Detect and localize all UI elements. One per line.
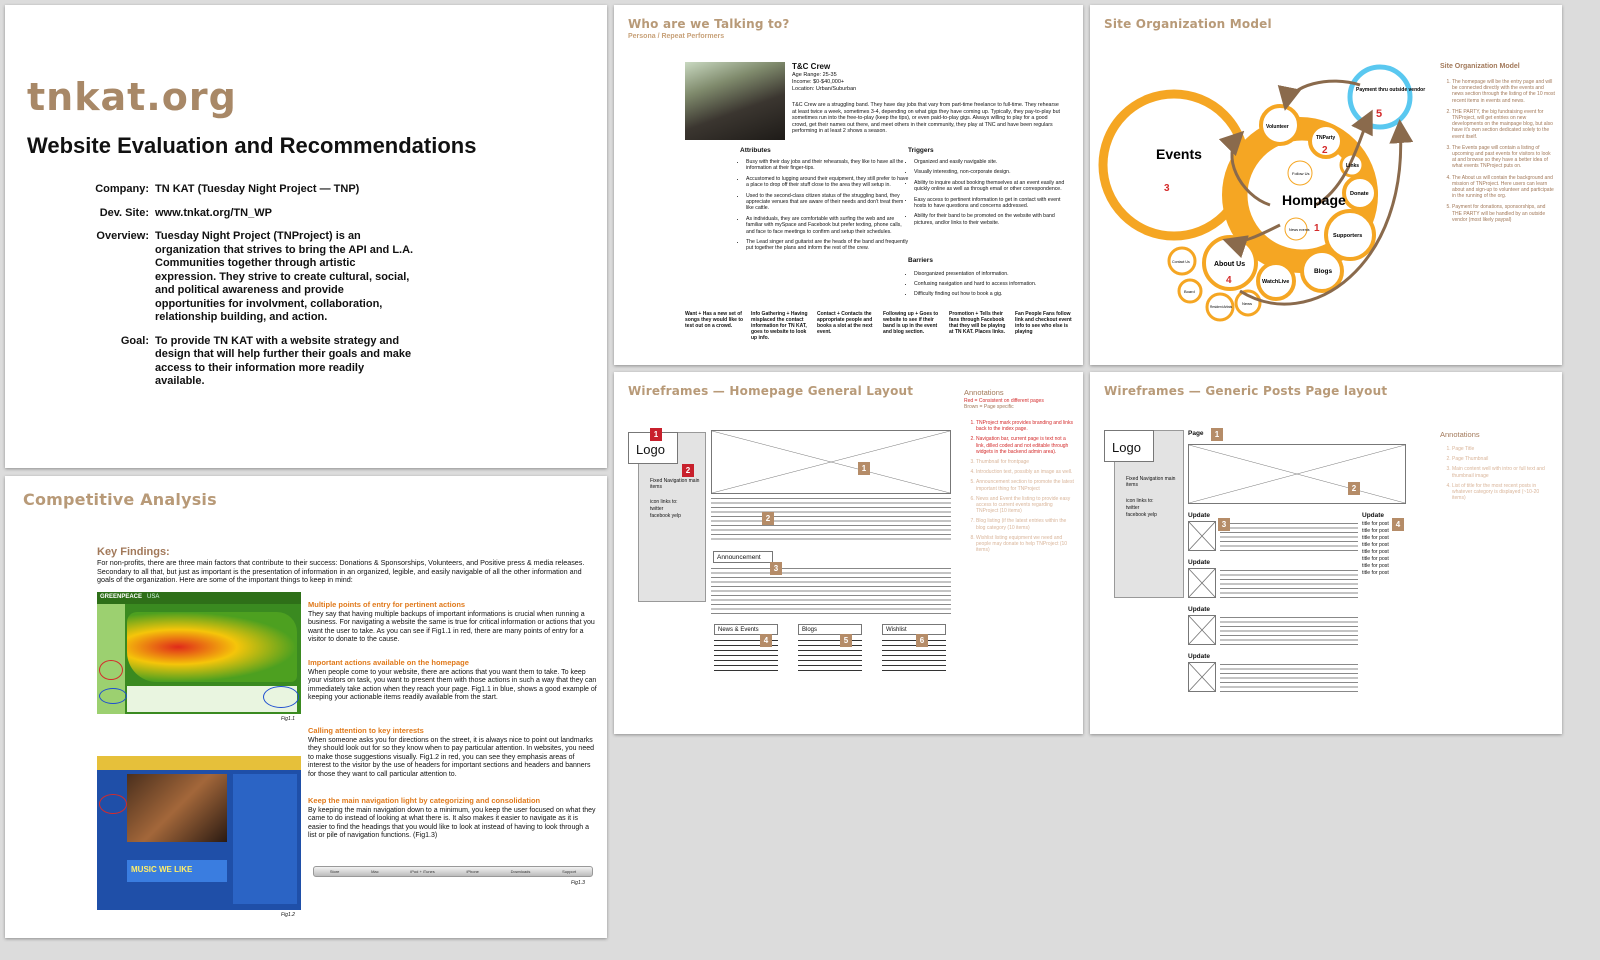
trigger-item: • Organized and easily navigable site. (914, 159, 1074, 165)
marker-4: 4 (1226, 275, 1232, 286)
wf-posts-update (1188, 559, 1358, 598)
finding-4-heading: Keep the main navigation light by categorizing and consolidation (308, 796, 541, 805)
fig3-navbar (313, 866, 593, 877)
cover-row (65, 230, 425, 325)
wf-home-module-header (882, 624, 946, 635)
fig3-caption: Fig1.3 (571, 880, 585, 886)
wf-home-annotation: 5. Announcement section to promote the latest important thing for TNProject (976, 479, 1076, 491)
cover-row-label: Dev. Site: (99, 206, 149, 219)
fig3-nav-3: iPhone (466, 869, 479, 874)
wf-home-intro-text (711, 496, 951, 540)
wf-home-num-1a: 1 (650, 428, 662, 441)
fig3-nav-2: iPod + iTunes (410, 869, 435, 874)
fig1-tab: USA (147, 594, 160, 600)
wf-home-hero-x (712, 431, 950, 493)
wf-home-annotations (976, 420, 1076, 557)
wf-posts-update-row (1188, 521, 1358, 551)
finding-4 (308, 796, 598, 841)
label-links: Links (1346, 163, 1360, 169)
cover-row-value: Tuesday Night Project (TNProject) is an organization that strives to bring the API and L.A. Communities together through artistic expression. They strive to create cultural, social, and political awareness and provide opportunities for involvment, collaboration, relationship building, and action. (155, 230, 414, 323)
wf-home-legend-brown: Brown = Page specific (964, 404, 1014, 410)
wf-posts-title-list (1362, 521, 1412, 577)
fig1-blue-circle (99, 688, 127, 704)
wf-posts-annotations (1452, 446, 1552, 505)
persona-flow (685, 311, 1075, 341)
wf-home-hero (711, 430, 951, 494)
label-payment: Payment thru outside vendor (1356, 87, 1426, 93)
label-events: Events (1156, 146, 1202, 162)
cover-row (65, 335, 425, 389)
wf-posts-title-item: title for post (1362, 549, 1389, 555)
wf-home-icons-text: icon links to: twitter facebook yelp (650, 499, 681, 519)
wf-posts-update-heading: Update (1188, 606, 1211, 613)
triggers-list (914, 159, 1074, 230)
wf-home-num-1b: 1 (858, 462, 870, 475)
wf-home-num-3: 3 (770, 562, 782, 575)
wf-home-announcement-label: Announcement (717, 554, 761, 561)
wf-home-modules (714, 624, 954, 672)
fig1-header (97, 592, 301, 604)
wf-home-announcement (713, 551, 773, 563)
node-events (1103, 94, 1245, 236)
cover-row-label: Company: (95, 183, 149, 195)
wf-posts-title-item: title for post (1362, 528, 1389, 534)
finding-1-text: They say that having multiple backups of important informations is crucial when running a business. For navigating a website the same is true for critical information or actions that you want the user to take. As you can see if Fig1.1 in red, there are many points of entry for a visitor to donate to the cause. (308, 611, 595, 644)
wf-posts-logo-box (1104, 430, 1154, 462)
flow-step: Following up + Goes to website to see if their band is up in the event and blog section. (883, 311, 939, 335)
wf-posts-title: Wireframes — Generic Posts Page layout (1104, 384, 1388, 398)
competitive-analysis-page (5, 476, 607, 938)
siteorg-notes (1452, 79, 1556, 228)
label-contact: Contact Us (1172, 260, 1190, 264)
wf-home-module (882, 624, 946, 672)
trigger-item: • Easy access to pertinent information to get in contact with event hosts to have questions and concerns addressed. (914, 197, 1074, 210)
flow-step: Promotion + Tells their fans through Facebook that they will be playing at TN KAT. Places links. (949, 311, 1006, 335)
cover-row (65, 207, 425, 221)
wf-posts-update-heading: Update (1188, 653, 1211, 660)
wf-home-title: Wireframes — Homepage General Layout (628, 384, 914, 398)
trigger-item: • Ability to inquire about booking themselves at an event easily and quickly online as well as through email or other correspondence. (914, 180, 1074, 193)
fig1-caption: Fig1.1 (281, 716, 295, 722)
siteorg-title: Site Organization Model (1104, 17, 1272, 31)
cover-row-value: www.tnkat.org/TN_WP (155, 206, 272, 219)
fig1-blue-circle-2 (263, 686, 299, 708)
fig3-nav-0: Store (329, 869, 340, 874)
wf-posts-num-4: 4 (1392, 518, 1404, 531)
attribute-item: • Used to the second-class citizen status of the struggling band, they appreciate venues that are aware of their needs and don't treat them like cattle. (746, 193, 910, 212)
wf-posts-update-thumb (1188, 521, 1216, 551)
wf-posts-title-item: title for post (1362, 556, 1389, 562)
wf-home-annotation: 1. TNProject mark provides branding and links back to the index page. (976, 420, 1076, 432)
finding-2-text: When people come to your website, there are actions that you want them to take. To keep your visitors on task, you want to present them with those actions in such a way that they can immediately take action when they reach your page. Fig1.1 in blue, shows a good example of keeping your actionable items readily available from the start. (308, 669, 597, 702)
marker-2: 2 (1322, 145, 1328, 156)
wf-home-module-label: Wishlist (886, 626, 907, 633)
wf-posts-update-lines (1220, 662, 1358, 692)
cover-title: Website Evaluation and Recommendations (27, 133, 477, 158)
label-blogs: Blogs (1314, 268, 1333, 275)
wf-posts-update-lines (1220, 521, 1358, 551)
cover-row (65, 183, 425, 197)
wf-posts-page-label: Page (1188, 430, 1204, 437)
wf-posts-update-row (1188, 662, 1358, 692)
triggers-heading: Triggers (908, 147, 934, 154)
flow-step: Want + Has a new set of songs they would like to test out on a crowd. (685, 311, 744, 329)
persona-title: Who are we Talking to? (628, 17, 790, 31)
barriers-list (914, 271, 1074, 300)
label-tnparty: TNParty (1316, 135, 1336, 141)
trigger-item: • Ability for their band to be promoted on the website with band pictures, and/or links to their website. (914, 213, 1074, 226)
wf-home-num-2a: 2 (682, 464, 694, 477)
attribute-item: • Busy with their day jobs and their rehearsals, they like to have all the information at their finger-tips. (746, 159, 910, 172)
persona-meta (792, 72, 856, 93)
wf-posts-title-item: title for post (1362, 535, 1389, 541)
wf-posts-ann-heading: Annotations (1440, 430, 1480, 439)
wf-posts-update-heading: Update (1188, 559, 1211, 566)
wf-home-num-5: 5 (840, 634, 852, 647)
fig2-red-circle (99, 794, 127, 814)
wf-home-annotation: 7. Blog listing (if the latest entries within the blog category (10 items) (976, 518, 1076, 530)
persona-bio: T&C Crew are a struggling band. They have day jobs that vary from part-time freelance to full-time. They rehearse at least twice a week, sometimes 3-4, depending on what gigs they have coming up. Typically, they pay-to-play but sometimes run into the free-to-play (keep the tips), or even paid-to-play gigs. Always willing to play for a good crowd, get their names out there, and meet others in their community, they play at TNC and have been regulars performing in at least 2 shows a season. (792, 102, 1061, 135)
wf-home-announcement-text (711, 566, 951, 614)
wf-posts-update-thumb (1188, 662, 1216, 692)
label-supporters: Supporters (1333, 233, 1363, 239)
wf-posts-annotation: 2. Page Thumbnail (1452, 456, 1552, 462)
wf-posts-nav-text: Fixed Navigation main items (1126, 476, 1176, 488)
wf-home-num-4: 4 (760, 634, 772, 647)
label-watchlive: WatchLive (1262, 279, 1290, 285)
wf-home-num-6: 6 (916, 634, 928, 647)
wf-home-module (714, 624, 778, 672)
attribute-item: • Accustomed to lugging around their equipment, they still prefer to have a place to drop off their stuff close to the area they will setup in. (746, 176, 910, 189)
wf-posts-hero-x (1189, 445, 1405, 503)
barrier-item: • Disorganized presentation of information. (914, 271, 1074, 278)
wf-posts-updates (1188, 512, 1358, 700)
siteorg-side-heading: Site Organization Model (1440, 63, 1520, 70)
fig1-screenshot (97, 592, 301, 714)
fig2-banner-text: MUSIC WE LIKE (131, 865, 193, 874)
wf-posts-update-row (1188, 615, 1358, 645)
siteorg-note: 3. The Events page will contain a listing of upcoming and past events for visitors to look at and browse so they have a better idea of what events TNProject puts on. (1452, 145, 1556, 170)
site-org-page (1090, 5, 1562, 365)
persona-subtitle: Persona / Repeat Performers (628, 33, 725, 40)
wf-posts-update-thumb (1188, 568, 1216, 598)
label-followus: Follow Us (1292, 171, 1310, 176)
wf-posts-title-item: title for post (1362, 542, 1389, 548)
fig1-brand: GREENPEACE (100, 594, 143, 600)
wf-home-nav-text: Fixed Navigation main items (650, 478, 700, 490)
wf-home-annotation: 2. Navigation bar, current page is text not a link, dilled coded and not editable through widgets in the backend admin area). (976, 436, 1076, 455)
wf-posts-num-1: 1 (1211, 428, 1223, 441)
wf-home-num-2b: 2 (762, 512, 774, 525)
label-resident: Resident Artists (1210, 305, 1233, 309)
fig2-banner (127, 860, 227, 882)
attributes-heading: Attributes (740, 147, 771, 154)
wf-posts-update-lines (1220, 568, 1358, 598)
wf-home-module-header (798, 624, 862, 635)
persona-name: T&C Crew (792, 62, 831, 71)
wf-home-module (798, 624, 862, 672)
finding-2-heading: Important actions available on the homepage (308, 658, 469, 667)
trigger-item: • Visually interesting, non-corporate design. (914, 169, 1074, 175)
persona-meta-item: Age Range: 25-35 (792, 72, 837, 78)
wf-posts-logo: Logo (1112, 440, 1141, 455)
wireframe-home-page (614, 372, 1083, 734)
fig2-screenshot (97, 756, 301, 910)
wf-posts-update (1188, 606, 1358, 645)
finding-2 (308, 658, 598, 703)
wf-posts-icons-text: icon links to: twitter facebook yelp (1126, 498, 1157, 518)
wf-home-module-label: Blogs (802, 626, 818, 633)
wf-home-legend-red: Red = Consistent on different pages (964, 398, 1044, 404)
wf-posts-recent (1362, 512, 1412, 577)
wf-home-module-lines (798, 638, 862, 672)
wf-posts-update (1188, 512, 1358, 551)
wf-posts-title-item: title for post (1362, 521, 1389, 527)
wf-home-annotation: 8. Wishlist listing equipment we need and people may donate to help TNProject (10 items) (976, 535, 1076, 554)
siteorg-note: 5. Payment for donations, sponsorships, and THE PARTY will be handled by an outside vendor (most likely paypal) (1452, 204, 1556, 223)
cover-row-value: To provide TN KAT with a website strategy and design that will help further their goals and make access to their information more readily available. (155, 334, 412, 387)
fig2-caption: Fig1.2 (281, 912, 295, 918)
label-about: About Us (1214, 261, 1246, 268)
siteorg-note: 4. The About us will contain the background and mission of TNProject. Here users can learn about and sign-up to volunteer and participate in the running of the org. (1452, 175, 1556, 200)
wf-home-annotation: 4. Introduction text, possibly an image as well. (976, 469, 1076, 475)
key-findings-intro: For non-profits, there are three main factors that contribute to their success: Donations & Sponsorships, Volunteers, and Positive press & media releases. Secondary to all that, but just as important is the presentation of information in an organized, legible, and easily navigable of all the other information and goals of the organization. Here are some of the important things to keep in mind: (97, 558, 585, 585)
wf-posts-annotation: 4. List of title for the most recent posts in whatever category is displayed (~10-20 items) (1452, 483, 1552, 502)
cover-logo: tnkat.org (27, 75, 237, 119)
wf-posts-update-row (1188, 568, 1358, 598)
wf-posts-update-thumb (1188, 615, 1216, 645)
wf-home-module-label: News & Events (718, 626, 759, 633)
label-donate: Donate (1350, 191, 1369, 197)
finding-4-text: By keeping the main navigation down to a minimum, you keep the user focused on what they came to do instead of looking at what there is. It also makes it easier to navigate as it is easier to find the headings that you would like to look at instead of having to look through a list or pile of navigation functions. (Fig1.3) (308, 807, 596, 840)
wf-posts-update-heading: Update (1188, 512, 1211, 519)
marker-5: 5 (1376, 108, 1383, 120)
marker-1: 1 (1314, 223, 1320, 234)
wf-home-ann-heading: Annotations (964, 388, 1004, 397)
persona-page (614, 5, 1083, 365)
wf-posts-title-item: title for post (1362, 570, 1389, 576)
cover-row-label: Goal: (120, 334, 149, 347)
site-org-diagram (1090, 45, 1430, 355)
finding-3-text: When someone asks you for directions on the street, it is always nice to point out landmarks they should look out for so they know when to pay particular attention. In websites, you need to make those suggestions visually. Fig1.2 in red, you can see they emphasis areas of interest to the visitor by the use of headers for important sections and headers and banners for those they want to call particular attention to. (308, 737, 595, 778)
attribute-item: • The Lead singer and guitarist are the heads of the band and frequently put together the plans and inform the rest of the crew. (746, 239, 910, 252)
wf-posts-title-item: title for post (1362, 563, 1389, 569)
marker-3: 3 (1164, 183, 1170, 194)
wf-home-annotation: 6. News and Event the listing to provide easy access to current events regarding TNProject (10 items) (976, 496, 1076, 515)
siteorg-note: 2. THE PARTY, the big fundraising event for TNProject, will get entries on new developments on the mainpage blog, but also have it's own section dedicated solely to the event itself. (1452, 109, 1556, 140)
cover-details (65, 183, 425, 399)
wf-posts-annotation: 3. Main content well with intro or full text and thumbnail image (1452, 466, 1552, 478)
cover-row-label: Overview: (96, 230, 149, 242)
persona-meta-item: Location: Urban/Suburban (792, 86, 857, 92)
label-board: Board (1184, 289, 1195, 294)
label-newsevents: News events (1289, 228, 1310, 232)
persona-meta-item: Income: $0-$40,000+ (792, 79, 845, 85)
wf-posts-update (1188, 653, 1358, 692)
label-news: News (1242, 301, 1253, 306)
finding-3-heading: Calling attention to key interests (308, 726, 424, 735)
fig1-map (127, 612, 297, 682)
wf-posts-annotation: 1. Page Title (1452, 446, 1552, 452)
attributes-list (746, 159, 910, 256)
siteorg-note: 1. The homepage will be the entry page and will be connected directly with the events and news section through the listing of the 10 most recent items in events and news. (1452, 79, 1556, 104)
cover-row-value: TN KAT (Tuesday Night Project — TNP) (155, 183, 360, 195)
wf-home-module-lines (882, 638, 946, 672)
barrier-item: • Confusing navigation and hard to access information. (914, 281, 1074, 288)
cover-page (5, 5, 607, 468)
barriers-heading: Barriers (908, 257, 933, 264)
competitive-title: Competitive Analysis (23, 490, 217, 509)
wf-posts-recent-heading: Update (1362, 512, 1385, 519)
flow-step: Contact + Contacts the appropriate people and books a slot at the next event. (817, 311, 873, 335)
fig2-right-col (233, 774, 297, 904)
fig3-nav-1: Mac (371, 869, 379, 874)
fig1-red-circle (99, 660, 123, 680)
wf-posts-num-3: 3 (1218, 518, 1230, 531)
wf-posts-hero (1188, 444, 1406, 504)
label-homepage: Hompage (1282, 192, 1346, 208)
fig2-photo (127, 774, 227, 842)
attribute-item: • As individuals, they are comfortable with surfing the web and are familiar with mySpace and Facebook but prefer texting, phone calls, and face to face meetings to confirm and setup their schedules. (746, 216, 910, 235)
fig3-nav-4: Downloads (510, 869, 531, 874)
finding-3 (97, 726, 597, 779)
persona-photo (685, 62, 785, 140)
flow-step: Info Gathering + Having misplaced the contact information for TN KAT, goes to website to look up info. (751, 311, 808, 341)
finding-1 (308, 600, 598, 645)
wf-posts-num-2: 2 (1348, 482, 1360, 495)
fig3-nav-5: Support (562, 869, 577, 874)
wireframe-posts-page (1090, 372, 1562, 734)
wf-posts-update-lines (1220, 615, 1358, 645)
finding-1-heading: Multiple points of entry for pertinent actions (308, 600, 466, 609)
flow-step: Fan People Fans follow link and checkout event info to see who else is playing (1015, 311, 1072, 335)
wf-home-annotation: 3. Thumbnail for frontpage (976, 459, 1076, 465)
barrier-item: • Difficulty finding out how to book a gig. (914, 291, 1074, 298)
label-volunteer: Volunteer (1266, 124, 1289, 130)
wf-home-logo: Logo (636, 442, 665, 457)
key-findings-heading: Key Findings: (97, 546, 170, 558)
